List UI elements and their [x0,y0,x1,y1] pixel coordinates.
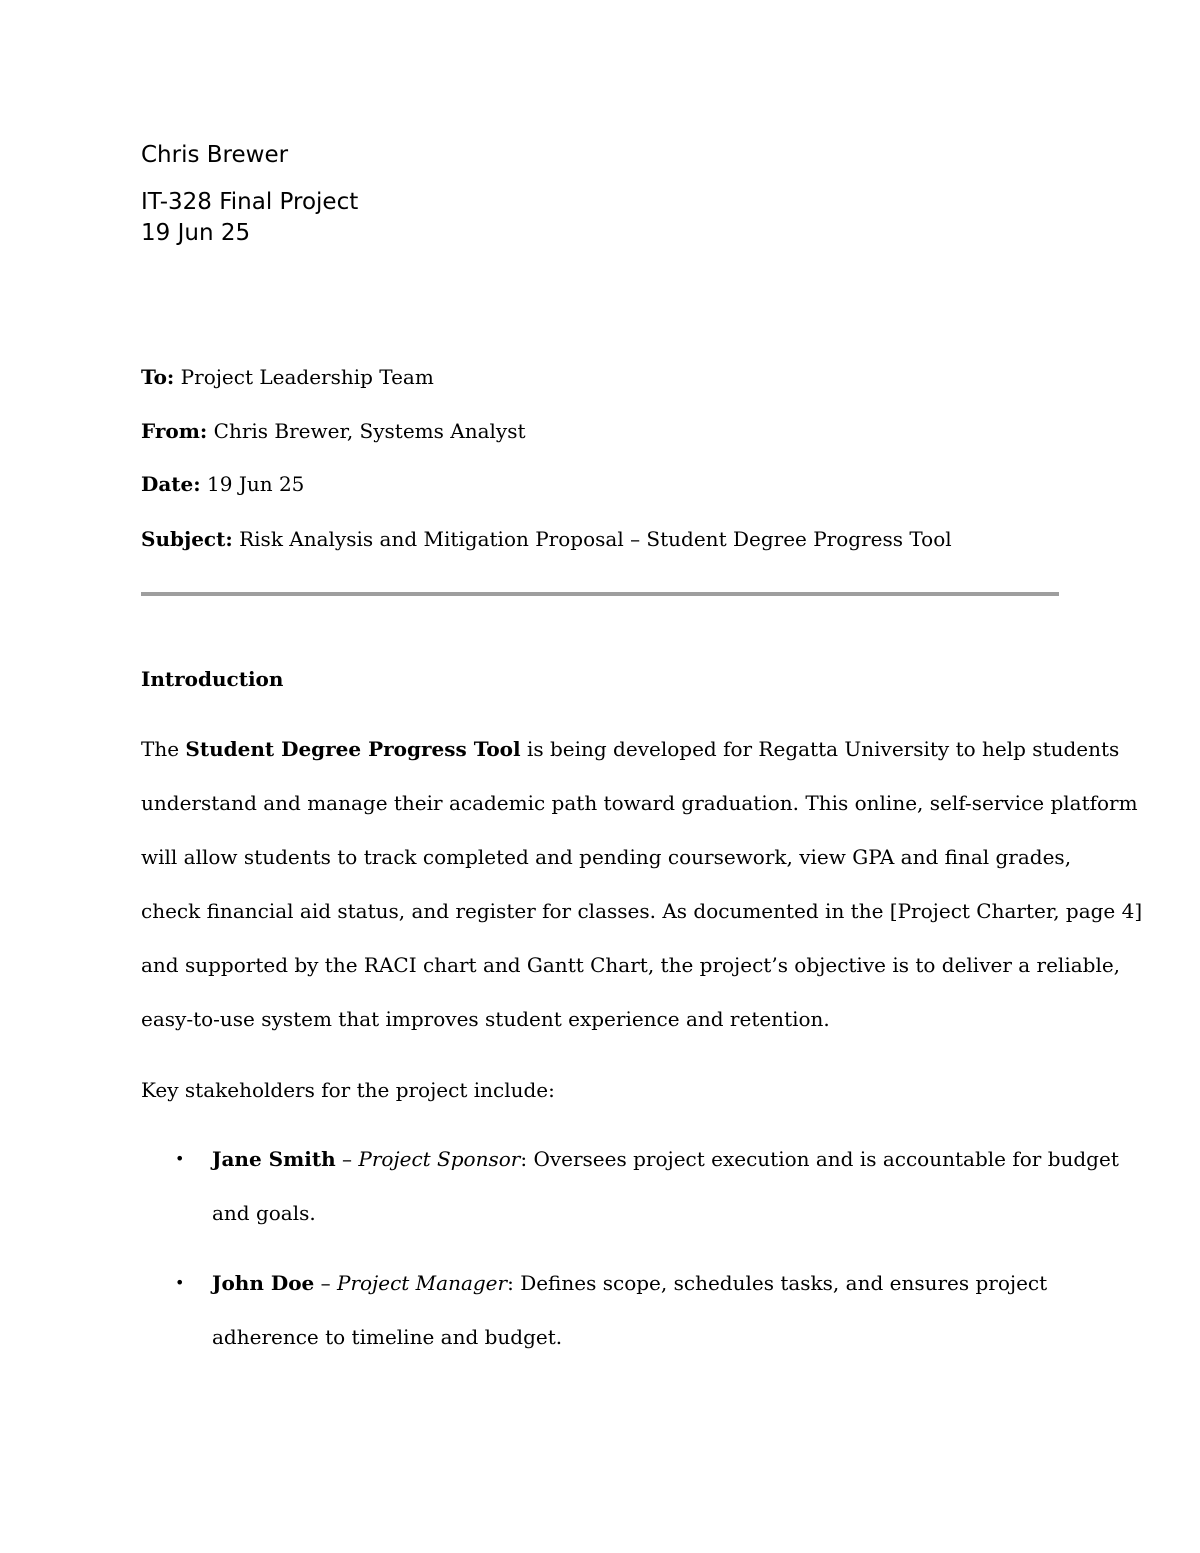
course-title: IT-328 Final Project [141,189,359,215]
memo-date-label: Date: [141,472,201,496]
memo-date [141,469,304,499]
intro-line-3: will allow students to track completed and pending coursework, view GPA and final grades, [141,845,1072,869]
intro-line-6: easy-to-use system that improves student experience and retention. [141,1007,830,1031]
stakeholder-line-1 [212,1256,1047,1310]
bullet-icon: • [175,1273,185,1292]
stakeholder-item [212,1132,1119,1240]
stakeholder-name: John Doe [212,1271,315,1295]
stakeholder-name: Jane Smith [212,1147,336,1171]
intro-paragraph [141,722,1142,1046]
bullet-icon: • [175,1149,185,1168]
memo-to-label: To: [141,365,175,389]
author-name: Chris Brewer [141,142,289,168]
stakeholder-line-2: adherence to timeline and budget. [212,1325,563,1349]
horizontal-divider [141,592,1059,596]
memo-subject-label: Subject: [141,527,233,551]
stakeholder-line-2: and goals. [212,1201,316,1225]
intro-line-4: check financial aid status, and register for classes. As documented in the [Project Charter, page 4] [141,899,1143,923]
stakeholder-role: Project Manager [336,1271,508,1295]
memo-from [141,416,526,446]
product-name: Student Degree Progress Tool [185,737,521,761]
stakeholder-dash: – [335,1147,359,1171]
memo-from-value: Chris Brewer, Systems Analyst [213,419,526,443]
header-date: 19 Jun 25 [141,220,251,246]
stakeholders-intro: Key stakeholders for the project include: [141,1078,555,1102]
stakeholder-role: Project Sponsor [358,1147,521,1171]
stakeholder-dash: – [314,1271,337,1295]
intro-line-1 [141,722,1142,776]
stakeholder-item [212,1256,1047,1364]
memo-subject-value: Risk Analysis and Mitigation Proposal – Student Degree Progress Tool [239,527,952,551]
section-heading-introduction: Introduction [141,667,284,691]
intro-line-1-post: is being developed for Regatta University to help students [520,737,1120,761]
intro-line-5: and supported by the RACI chart and Gantt Chart, the project’s objective is to deliver a reliable, [141,953,1121,977]
stakeholder-desc: : Oversees project execution and is accountable for budget [520,1147,1119,1171]
memo-from-label: From: [141,419,208,443]
memo-subject [141,524,952,554]
memo-date-value: 19 Jun 25 [207,472,305,496]
memo-to [141,362,434,392]
intro-line-2: understand and manage their academic path toward graduation. This online, self-service platform [141,791,1138,815]
memo-to-value: Project Leadership Team [180,365,434,389]
stakeholder-desc: : Defines scope, schedules tasks, and ensures project [507,1271,1048,1295]
intro-line-1-pre: The [141,737,186,761]
stakeholder-line-1 [212,1132,1119,1186]
